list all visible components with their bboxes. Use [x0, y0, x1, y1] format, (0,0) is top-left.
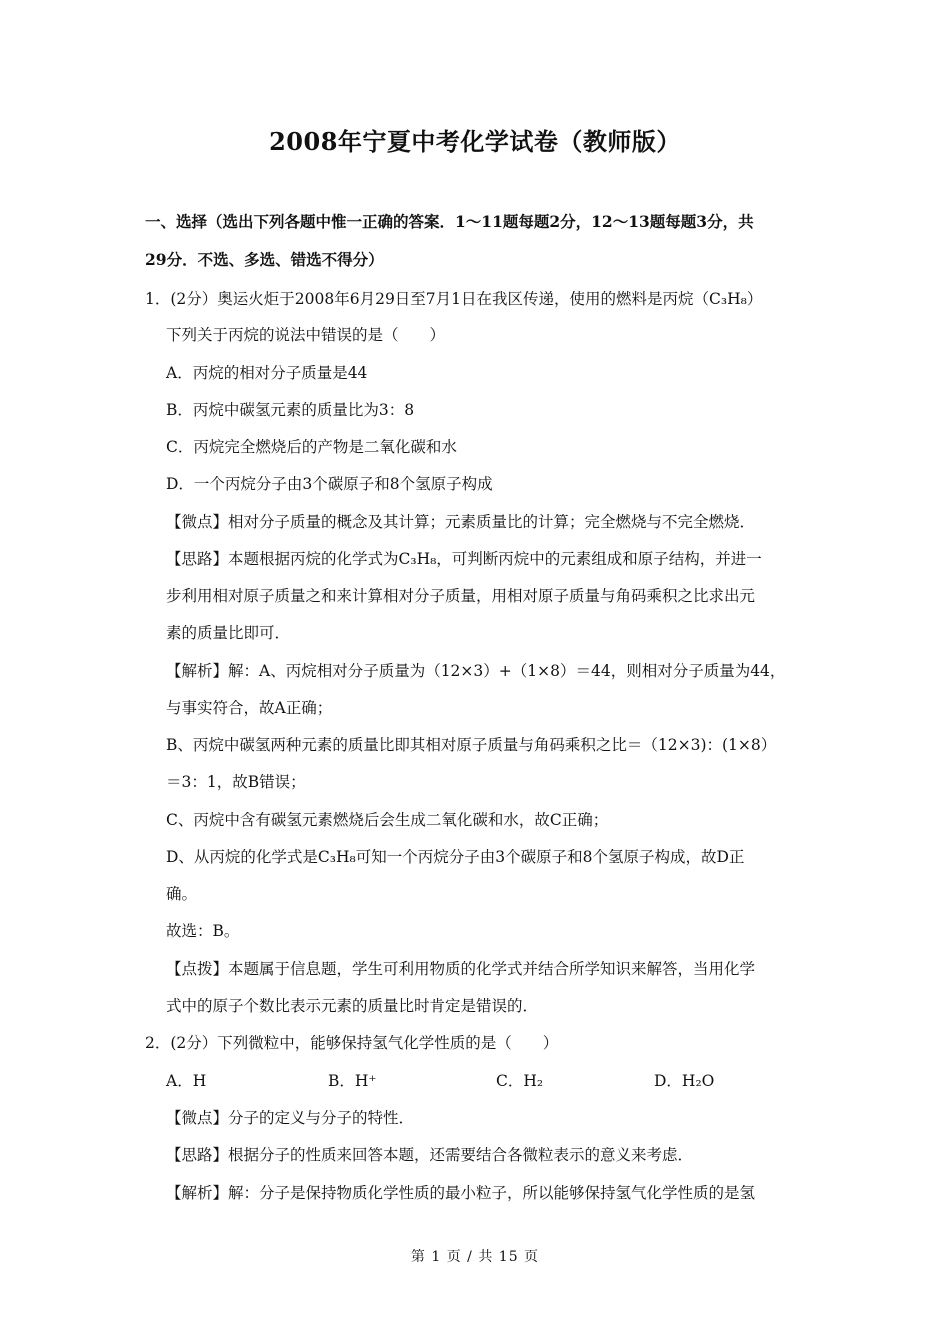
q1-option-b: B．丙烷中碳氢元素的质量比为3：8 [166, 401, 415, 419]
section-heading-line1: 一、选择（选出下列各题中惟一正确的答案．1～11题每题2分，12～13题每题3分，共 [145, 212, 754, 231]
q2-options [166, 1069, 831, 1091]
q1-answer: 故选：B。 [166, 922, 240, 940]
q1-jiexi-line1: 【解析】解：A、丙烷相对分子质量为（12×3）+（1×8）＝44，则相对分子质量为44， [166, 662, 786, 680]
q1-silu-line2: 步利用相对原子质量之和来计算相对分子质量，用相对原子质量与角码乘积之比求出元 [166, 587, 756, 605]
q1-silu-line3: 素的质量比即可． [166, 624, 291, 642]
q1-jiexi-line3: B、丙烷中碳氢两种元素的质量比即其相对原子质量与角码乘积之比＝（12×3)：(1×8） [166, 736, 777, 754]
q1-stem-line2: 下列关于丙烷的说法中错误的是（ ） [166, 326, 446, 344]
q1-jiexi-line5: C、丙烷中含有碳氢元素燃烧后会生成二氧化碳和水，故C正确； [166, 811, 609, 829]
q1-option-a: A．丙烷的相对分子质量是44 [166, 364, 368, 382]
q1-dianbo-line2: 式中的原子个数比表示元素的质量比时肯定是错误的． [166, 997, 539, 1015]
q2-option-d: D．H₂O [654, 1072, 715, 1090]
q1-jiexi-line4: ＝3：1，故B错误； [166, 773, 306, 791]
q1-dianbo-line1: 【点拨】本题属于信息题，学生可利用物质的化学式并结合所学知识来解答，当用化学 [166, 960, 756, 978]
q2-option-a: A．H [166, 1072, 207, 1090]
q2-jiexi-line1: 【解析】解：分子是保持物质化学性质的最小粒子，所以能够保持氢气化学性质的是氢 [166, 1184, 756, 1202]
q1-silu-line1: 【思路】本题根据丙烷的化学式为C₃H₈，可判断丙烷中的元素组成和原子结构，并进一 [166, 550, 762, 568]
q2-weidian: 【微点】分子的定义与分子的特性． [166, 1109, 415, 1127]
q1-weidian: 【微点】相对分子质量的概念及其计算；元素质量比的计算；完全燃烧与不完全燃烧． [166, 513, 756, 531]
page-number-footer: 第 1 页 / 共 15 页 [410, 1249, 540, 1265]
q1-jiexi-line7: 确。 [166, 885, 198, 903]
q2-option-c: C．H₂ [496, 1072, 544, 1090]
q1-option-d: D．一个丙烷分子由3个碳原子和8个氢原子构成 [166, 475, 493, 493]
q1-stem-line1: 1．(2分）奥运火炬于2008年6月29日至7月1日在我区传递，使用的燃料是丙烷（C₃H₈） [145, 290, 763, 308]
q2-option-b: B．H⁺ [328, 1072, 377, 1090]
q1-jiexi-line6: D、从丙烷的化学式是C₃H₈可知一个丙烷分子由3个碳原子和8个氢原子构成，故D正 [166, 848, 745, 866]
q2-stem: 2．(2分）下列微粒中，能够保持氢气化学性质的是（ ） [145, 1034, 559, 1052]
q1-jiexi-line2: 与事实符合，故A正确； [166, 699, 333, 717]
q1-option-c: C．丙烷完全燃烧后的产物是二氧化碳和水 [166, 438, 457, 456]
q2-silu: 【思路】根据分子的性质来回答本题，还需要结合各微粒表示的意义来考虑． [166, 1146, 694, 1164]
document-title: 2008年宁夏中考化学试卷（教师版） [269, 127, 681, 156]
section-heading-line2: 29分．不选、多选、错选不得分） [145, 250, 384, 269]
